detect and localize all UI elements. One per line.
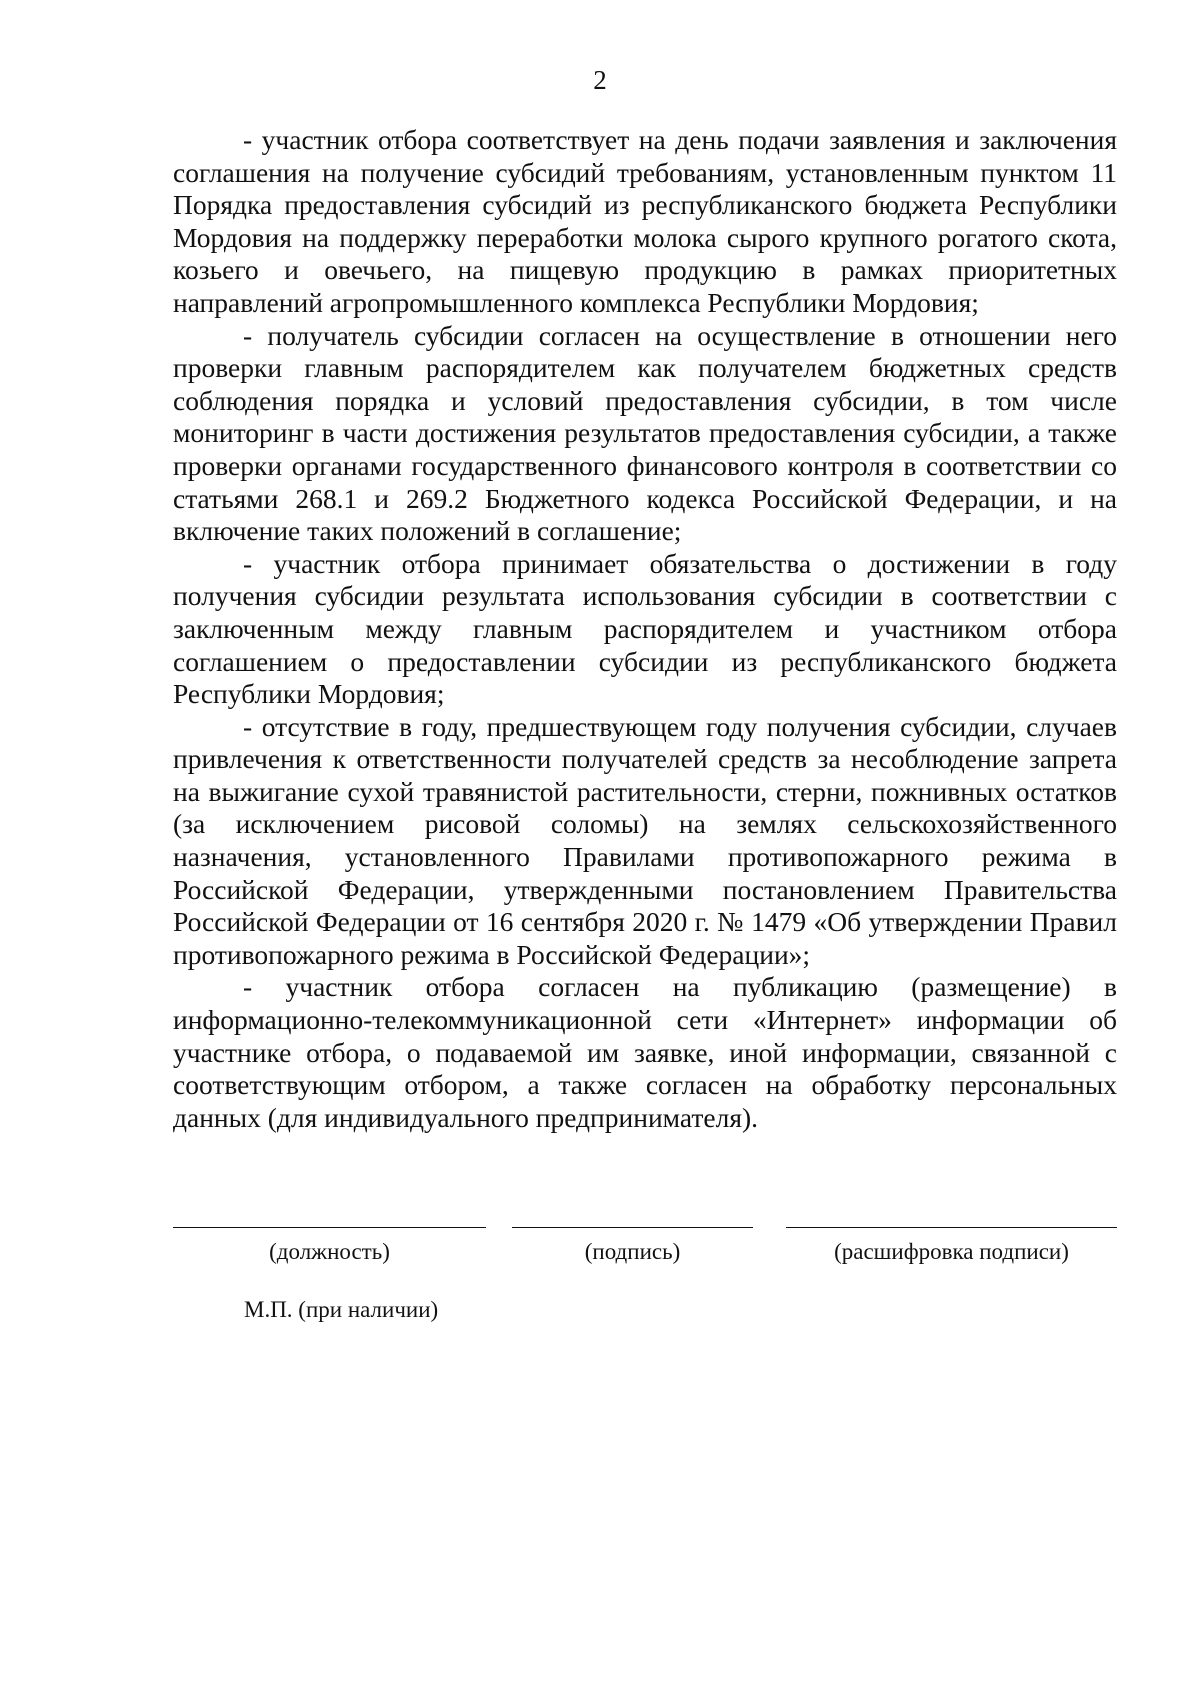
paragraph-eligibility: - участник отбора соответствует на день подачи заявления и заключения соглашения на получение субсидий требованиям, установленным пунктом 11 Порядка предоставления субсидий из республиканского бюджета Республики Мордовия на поддержку переработки молока сырого крупного рогатого скота, козьего и овечьего, на пищевую продукцию в рамках приоритетных направлений агропромышленного комплекса Республики Мордовия; [173,124,1117,318]
position-line [173,1227,486,1228]
paragraph-fire-safety: - отсутствие в году, предшествующем году получения субсидии, случаев привлечения к ответственности получателей средств за несоблюдение запрета на выжигание сухой травянистой растительности, стерни, пожнивных остатков (за исключением рисовой соломы) на землях сельскохозяйственного назначения, установленного Правилами противопожарного режима в Российской Федерации, утвержденными постановлением Правительства Российской Федерации от 16 сентября 2020 г. № 1479 «Об утверждении Правил противопожарного режима в Российской Федерации»; [173,710,1117,970]
page-number: 2 [593,65,607,95]
signature-line [512,1227,753,1228]
decoding-line [786,1227,1117,1228]
document-body [173,124,1117,1134]
paragraph-inspection-consent: - получатель субсидии согласен на осуществление в отношении него проверки главным распорядителем как получателем бюджетных средств соблюдения порядка и условий предоставления субсидии, в том числе мониторинг в части достижения результатов предоставления субсидии, а также проверки органами государственного финансового контроля в соответствии со статьями 268.1 и 269.2 Бюджетного кодекса Российской Федерации, и на включение таких положений в соглашение; [173,319,1117,547]
decoding-caption: (расшифровка подписи) [834,1239,1069,1264]
signature-caption: (подпись) [584,1239,681,1264]
paragraph-publication-consent: - участник отбора согласен на публикацию (размещение) в информационно-телекоммуникационной сети «Интернет» информации об участнике отбора, о подаваемой им заявке, иной информации, связанной с соответствующим отбором, а также согласен на обработку персональных данных (для индивидуального предпринимателя). [173,971,1117,1133]
paragraph-result-obligation: - участник отбора принимает обязательства о достижении в году получения субсидии результата использования субсидии в соответствии с заключенным между главным распорядителем и участником отбора соглашением о предоставлении субсидии из республиканского бюджета Республики Мордовия; [173,547,1117,710]
stamp-note: М.П. (при наличии) [244,1297,439,1322]
position-caption: (должность) [269,1239,390,1264]
